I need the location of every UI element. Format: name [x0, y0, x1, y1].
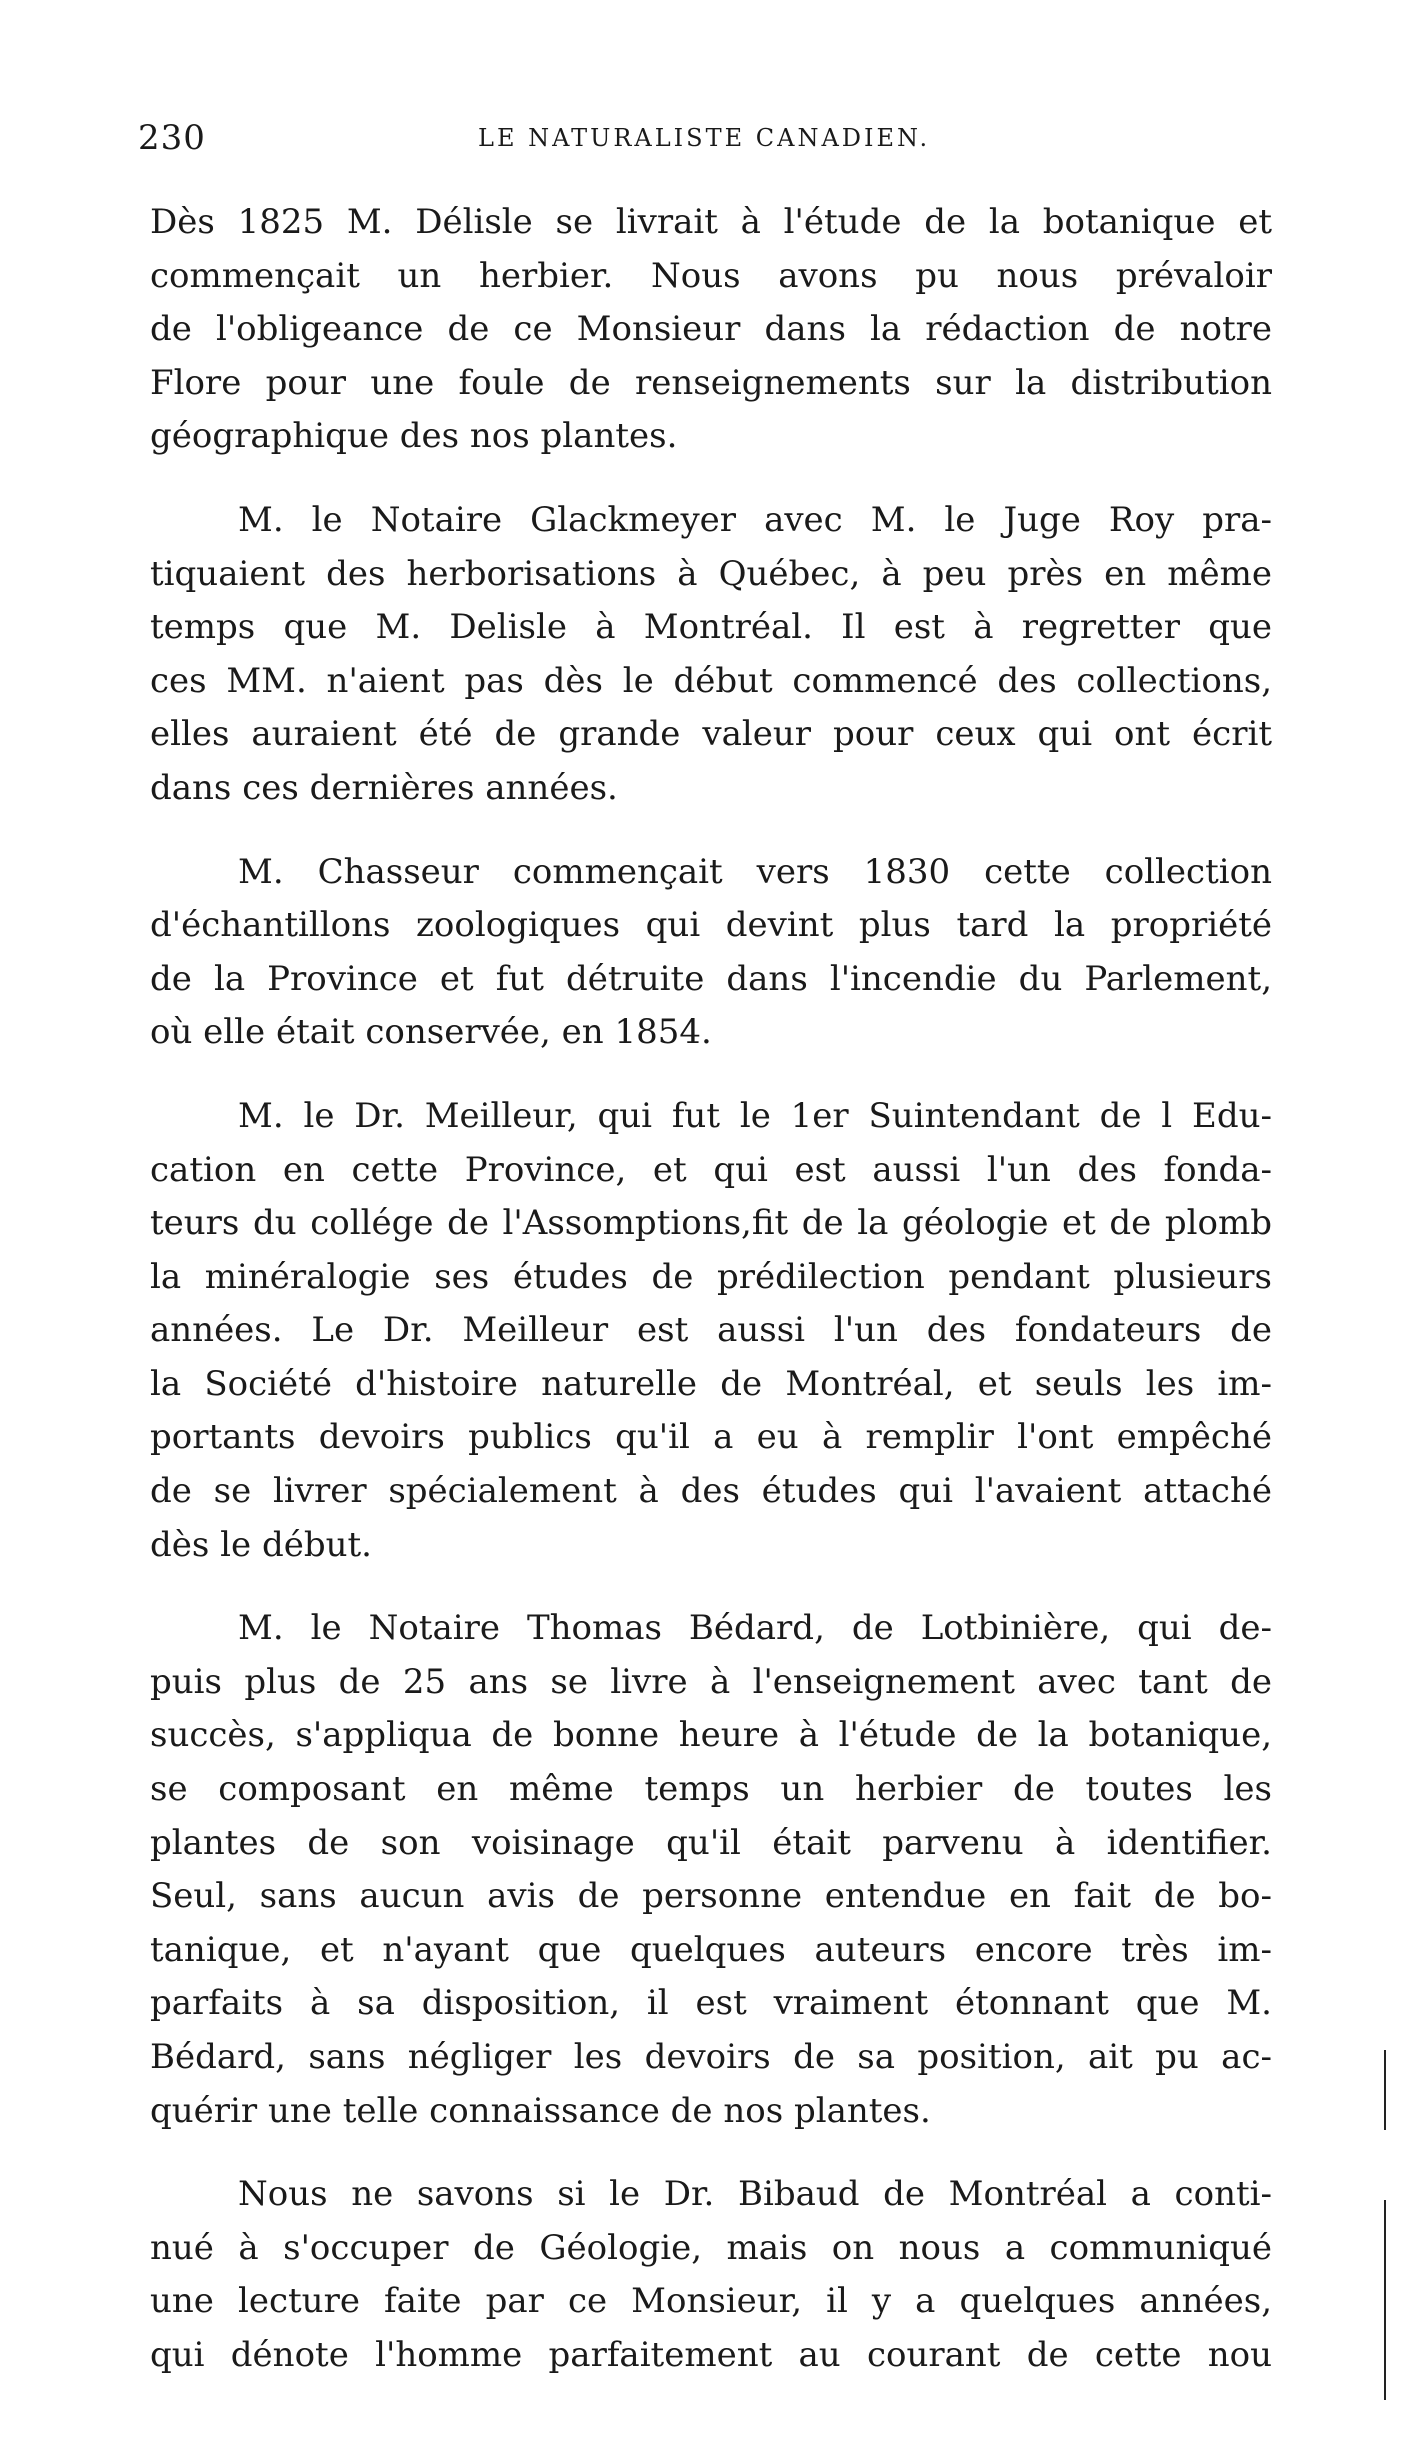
text-line: parfaits à sa disposition, il est vraiment étonnant que M.: [150, 1983, 1272, 2024]
text-line: tanique, et n'ayant que quelques auteurs encore très im-: [150, 1929, 1272, 1970]
running-title: LE NATURALISTE CANADIEN.: [478, 124, 931, 152]
text-line: de se livrer spécialement à des études qui l'avaient attaché: [150, 1471, 1272, 1512]
text-line: où elle était conservée, en 1854.: [150, 1012, 712, 1053]
text-line: une lecture faite par ce Monsieur, il y a quelques années,: [150, 2281, 1272, 2322]
text-line: d'échantillons zoologiques qui devint plus tard la propriété: [150, 905, 1272, 946]
text-line: succès, s'appliqua de bonne heure à l'étude de la botanique,: [150, 1715, 1272, 1756]
text-line: M. le Dr. Meilleur, qui fut le 1er Suintendant de l Edu-: [238, 1095, 1272, 1136]
paragraph: [150, 846, 1272, 1060]
text-line: se composant en même temps un herbier de toutes les: [150, 1769, 1272, 1810]
text-line: nué à s'occuper de Géologie, mais on nous a communiqué: [150, 2227, 1272, 2268]
body-text: [150, 196, 1272, 2383]
scan-edge-mark: [1384, 2050, 1386, 2130]
text-line: qui dénote l'homme parfaitement au courant de cette nou: [150, 2334, 1272, 2375]
text-line: dans ces dernières années.: [150, 767, 618, 808]
text-line: Seul, sans aucun avis de personne entendue en fait de bo-: [150, 1876, 1272, 1917]
text-line: plantes de son voisinage qu'il était parvenu à identifier.: [150, 1822, 1272, 1863]
text-line: elles auraient été de grande valeur pour ceux qui ont écrit: [150, 714, 1272, 755]
paragraph: [150, 1602, 1272, 2138]
text-line: portants devoirs publics qu'il a eu à remplir l'ont empêché: [150, 1417, 1272, 1458]
paragraph: [150, 1090, 1272, 1572]
text-line: cation en cette Province, et qui est aussi l'un des fonda-: [150, 1149, 1272, 1190]
text-line: tiquaient des herborisations à Québec, à peu près en même: [150, 553, 1272, 594]
text-line: M. le Notaire Glackmeyer avec M. le Juge Roy pra-: [238, 499, 1272, 540]
text-line: M. le Notaire Thomas Bédard, de Lotbinière, qui de-: [238, 1608, 1272, 1649]
text-line: puis plus de 25 ans se livre à l'enseignement avec tant de: [150, 1661, 1272, 1702]
text-line: temps que M. Delisle à Montréal. Il est à regretter que: [150, 607, 1272, 648]
page-header: [138, 118, 1268, 158]
text-line: Dès 1825 M. Délisle se livrait à l'étude de la botanique et: [150, 202, 1272, 242]
text-line: de la Province et fut détruite dans l'incendie du Parlement,: [150, 958, 1272, 999]
text-line: ces MM. n'aient pas dès le début commencé des collections,: [150, 660, 1272, 701]
text-line: Nous ne savons si le Dr. Bibaud de Montréal a conti-: [238, 2174, 1272, 2215]
text-line: Bédard, sans négliger les devoirs de sa position, ait pu ac-: [150, 2037, 1272, 2077]
text-line: commençait un herbier. Nous avons pu nous prévaloir: [150, 255, 1272, 296]
text-line: années. Le Dr. Meilleur est aussi l'un des fondateurs de: [150, 1310, 1272, 1351]
text-line: M. Chasseur commençait vers 1830 cette collection: [238, 851, 1272, 892]
text-line: Flore pour une foule de renseignements sur la distribution: [150, 362, 1272, 403]
paragraph: [150, 196, 1272, 464]
paragraph: [150, 494, 1272, 816]
text-line: géographique des nos plantes.: [150, 416, 678, 457]
paragraph: [150, 2168, 1272, 2382]
text-line: la minéralogie ses études de prédilection pendant plusieurs: [150, 1256, 1272, 1297]
text-line: dès le début.: [150, 1524, 372, 1565]
page-number: 230: [138, 118, 206, 158]
text-line: de l'obligeance de ce Monsieur dans la rédaction de notre: [150, 309, 1272, 350]
text-line: quérir une telle connaissance de nos plantes.: [150, 2090, 931, 2131]
text-line: teurs du collége de l'Assomptions,fit de la géologie et de plomb: [150, 1203, 1272, 1244]
scan-edge-mark: [1384, 2200, 1386, 2400]
text-line: la Société d'histoire naturelle de Montréal, et seuls les im-: [150, 1363, 1272, 1404]
